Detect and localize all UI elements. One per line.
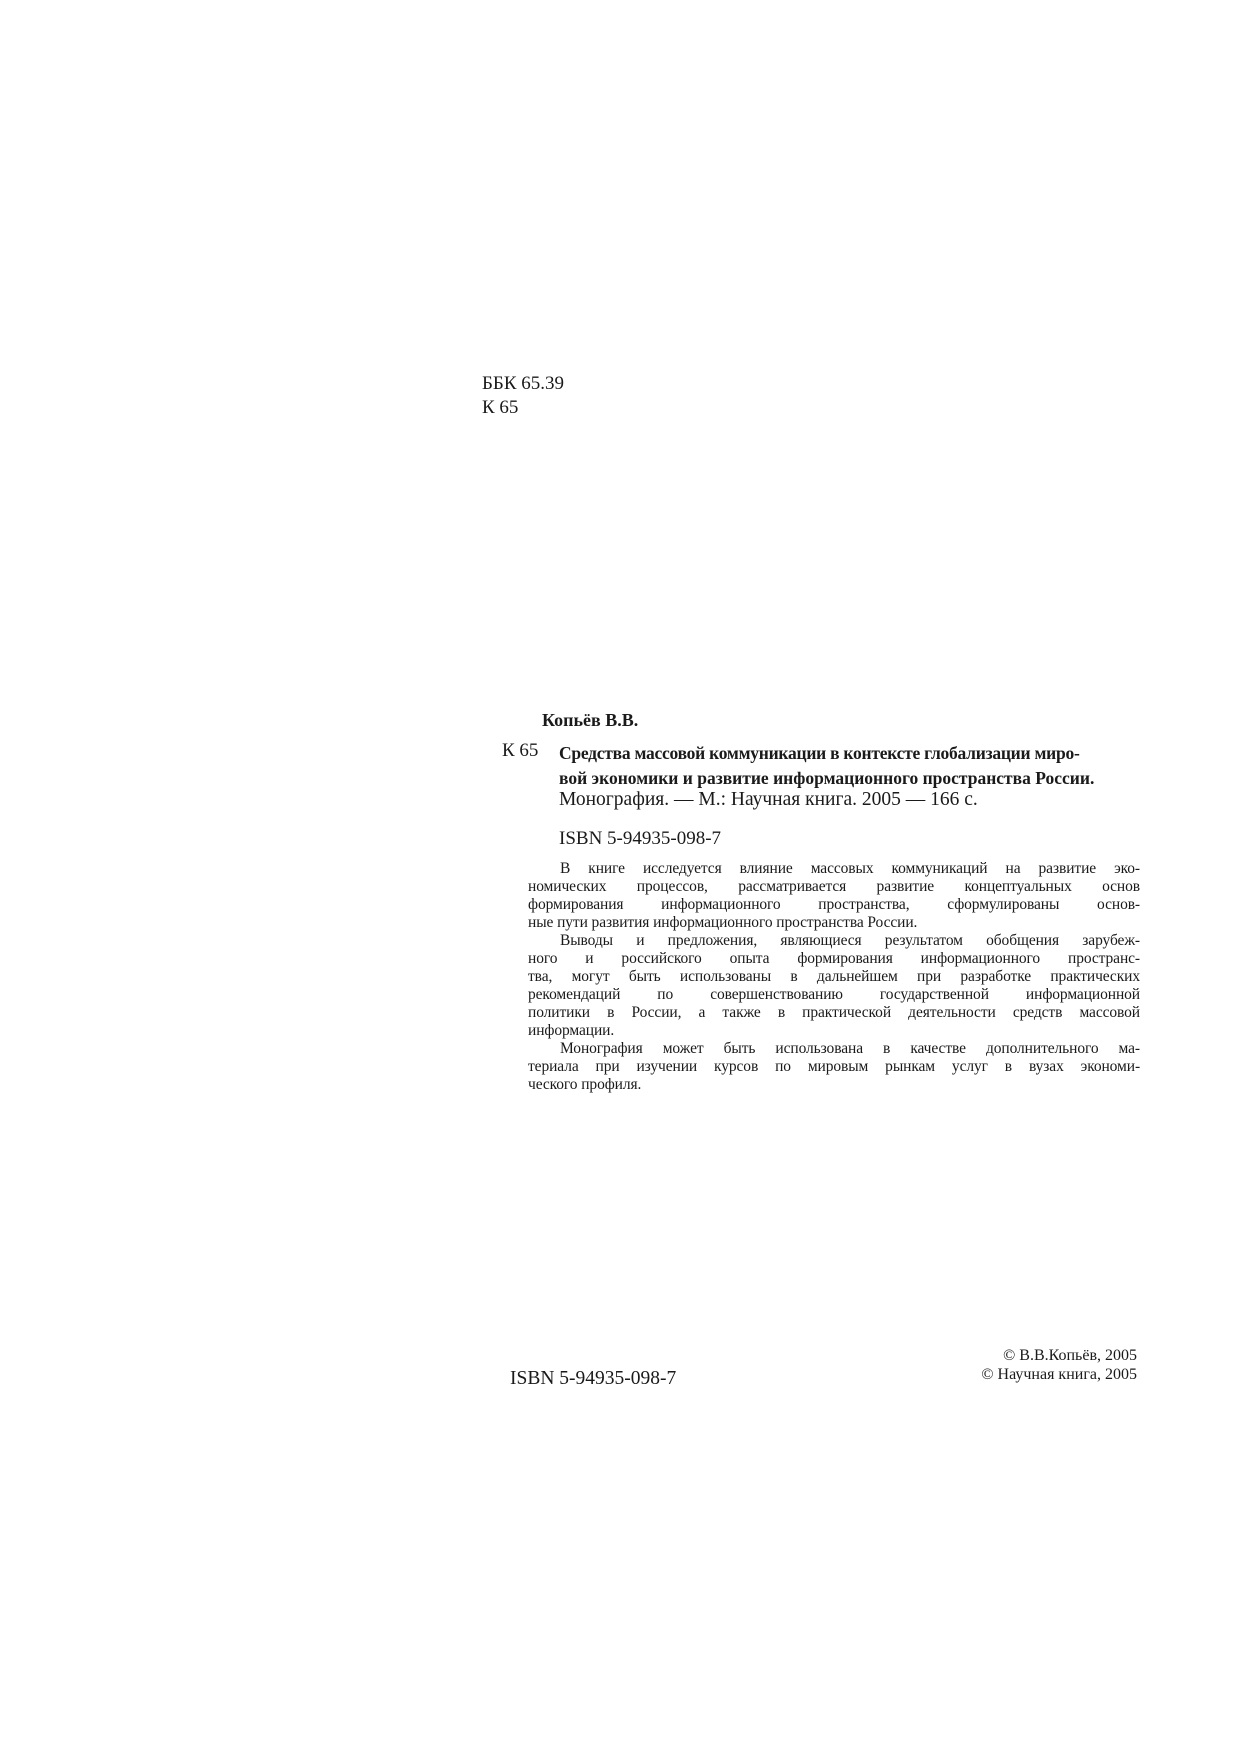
entry-title-line: Средства массовой коммуникации в контексте глобализации миро-	[559, 743, 1080, 763]
copyright-publisher: © Научная книга, 2005	[981, 1366, 1137, 1383]
copyright-author: © В.В.Копьёв, 2005	[1003, 1347, 1137, 1364]
abstract-line: териала при изучении курсов по мировым рынкам услуг в вузах экономи-	[528, 1058, 1140, 1075]
abstract-line: тва, могут быть использованы в дальнейшем при разработке практических	[528, 968, 1140, 985]
bbk-author-mark: К 65	[482, 397, 519, 418]
abstract-line: формирования информационного пространства, сформулированы основ-	[528, 896, 1140, 913]
abstract-line: ного и российского опыта формирования информационного пространс-	[528, 950, 1140, 967]
abstract-line: ные пути развития информационного пространства России.	[528, 914, 918, 931]
bbk-code: ББК 65.39	[482, 373, 564, 394]
entry-author-mark: К 65	[502, 740, 539, 761]
bbk-block	[482, 372, 564, 420]
entry-isbn: ISBN 5-94935-098-7	[559, 828, 722, 849]
copyright-block	[981, 1346, 1137, 1384]
abstract-line: В книге исследуется влияние массовых коммуникаций на развитие эко-	[560, 860, 1140, 877]
entry-author: Копьёв В.В.	[542, 710, 639, 730]
abstract-line: Монография может быть использована в качестве дополнительного ма-	[560, 1040, 1140, 1057]
abstract-line: Выводы и предложения, являющиеся результатом обобщения зарубеж-	[560, 932, 1140, 949]
abstract-line: политики в России, а также в практической деятельности средств массовой	[528, 1004, 1140, 1021]
abstract	[528, 860, 1140, 1094]
entry-title-line: вой экономики и развитие информационного пространства России.	[559, 768, 1095, 788]
entry-imprint: Монография. — М.: Научная книга. 2005 — 166 с.	[559, 789, 978, 810]
footer-isbn: ISBN 5-94935-098-7	[510, 1368, 677, 1389]
abstract-line: ческого профиля.	[528, 1076, 642, 1093]
abstract-line: рекомендаций по совершенствованию государственной информационной	[528, 986, 1140, 1003]
abstract-line: информации.	[528, 1022, 615, 1039]
entry-title	[559, 741, 1141, 791]
abstract-line: номических процессов, рассматривается развитие концептуальных основ	[528, 878, 1140, 895]
